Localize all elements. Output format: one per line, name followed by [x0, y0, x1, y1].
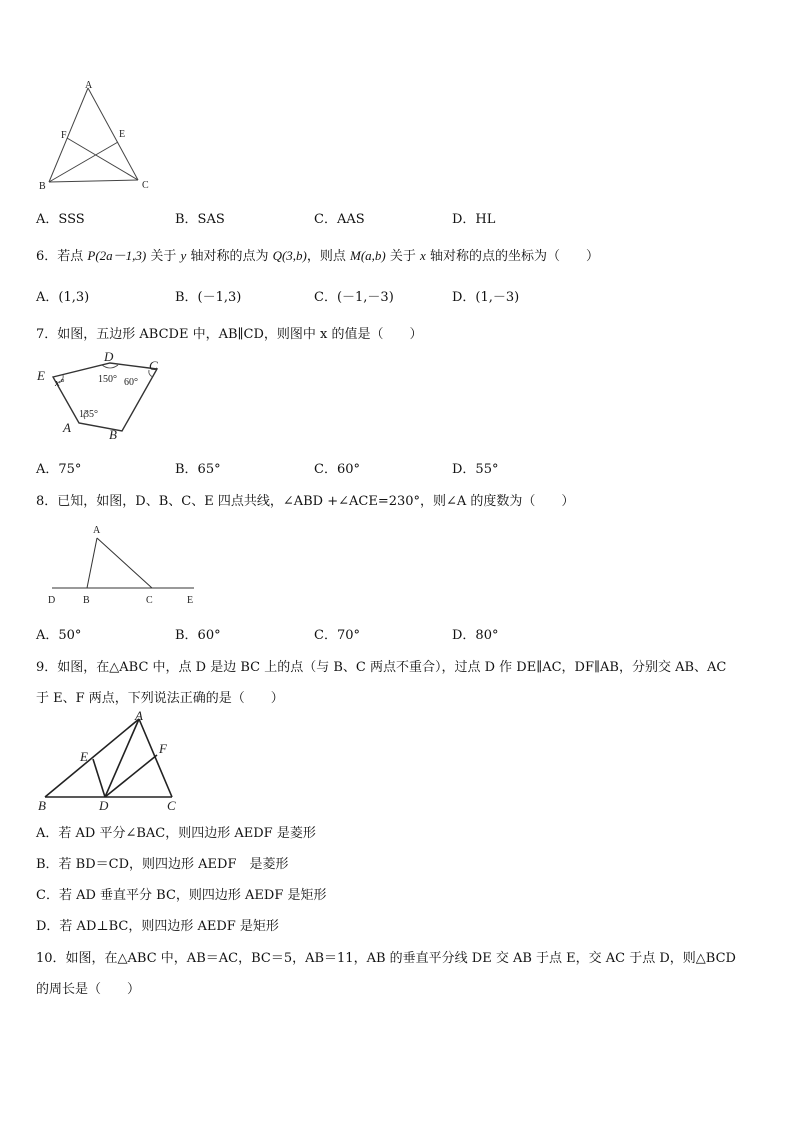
q6-option-a: A．(1,3) — [36, 290, 90, 305]
q6-stem-mid4: 关于 — [385, 249, 421, 264]
q6-stem-pre: 6．若点 — [36, 249, 88, 264]
q9-stem-line1: 9．如图，在△ABC 中，点 D 是边 BC 上的点（与 B、C 两点不重合），过点 D 作 DE∥AC，DF∥AB，分别交 AB、AC — [36, 660, 727, 675]
fig9-label-f: F — [159, 741, 167, 756]
fig5-label-a: A — [85, 80, 93, 91]
fig8-label-d: D — [48, 595, 56, 606]
fig7-angle-60: 60° — [124, 377, 138, 388]
q6-stem-mid3: ，则点 — [306, 249, 351, 264]
q8-option-a: A．50° — [36, 628, 82, 643]
q9-option-b: B．若 BD＝CD，则四边形 AEDF 是菱形 — [36, 857, 289, 872]
q6-stem — [36, 245, 599, 264]
fig8-label-e: E — [187, 595, 194, 606]
q8-option-c: C．70° — [314, 628, 360, 643]
q9-option-d: D．若 AD⊥BC，则四边形 AEDF 是矩形 — [36, 919, 279, 934]
fig5-label-b: B — [39, 181, 46, 192]
q7-option-d: D．55° — [452, 462, 499, 477]
q6-stem-mid2: 轴对称的点为 — [186, 249, 273, 264]
fig7-label-b: B — [109, 427, 117, 442]
fig5-label-e: E — [119, 129, 126, 140]
q6-point-m: M(a,b) — [350, 248, 386, 263]
q8-stem: 8．已知，如图，D、B、C、E 四点共线，∠ABD +∠ACE=230°，则∠A 的度数为（ ） — [36, 494, 575, 509]
q5-option-b: B．SAS — [175, 212, 225, 227]
fig9-label-e: E — [80, 749, 88, 764]
q6-axis-x: x — [420, 248, 426, 263]
q5-option-a: A．SSS — [36, 212, 85, 227]
q6-option-b: B．(－1,3) — [175, 290, 242, 305]
q8-triangle-figure — [42, 520, 202, 610]
q6-stem-mid1: 关于 — [146, 249, 181, 264]
q6-point-q: Q(3,b) — [272, 248, 307, 263]
q5-option-d: D．HL — [452, 212, 496, 227]
q7-option-b: B．65° — [175, 462, 221, 477]
q6-point-p: P(2a－1,3) — [87, 248, 147, 263]
q8-option-d: D．80° — [452, 628, 499, 643]
q7-pentagon-figure — [32, 347, 172, 444]
q6-option-c: C．(－1,－3) — [314, 290, 394, 305]
fig9-label-c: C — [167, 798, 176, 813]
fig8-label-b: B — [83, 595, 90, 606]
fig8-label-a: A — [93, 525, 101, 536]
q6-stem-post: 轴对称的点的坐标为（ ） — [425, 249, 599, 264]
q9-stem-line2: 于 E、F 两点，下列说法正确的是（ ） — [36, 691, 284, 706]
q9-option-c: C．若 AD 垂直平分 BC，则四边形 AEDF 是矩形 — [36, 888, 327, 903]
fig7-angle-150: 150° — [98, 374, 117, 385]
q7-stem: 7．如图，五边形 ABCDE 中，AB∥CD，则图中 x 的值是（ ） — [36, 327, 423, 342]
fig7-label-a: A — [63, 420, 71, 435]
fig9-label-b: B — [38, 798, 46, 813]
q9-triangle-figure — [32, 707, 192, 815]
fig7-label-e: E — [37, 368, 45, 383]
q9-option-a: A．若 AD 平分∠BAC，则四边形 AEDF 是菱形 — [36, 826, 316, 841]
q5-option-c: C．AAS — [314, 212, 365, 227]
fig9-label-d: D — [99, 798, 109, 813]
fig7-label-c: C — [149, 358, 158, 373]
q8-option-b: B．60° — [175, 628, 221, 643]
fig8-label-c: C — [146, 595, 153, 606]
q7-option-a: A．75° — [36, 462, 82, 477]
fig7-label-d: D — [104, 349, 114, 364]
fig7-angle-135: 135° — [79, 409, 98, 420]
q10-stem-line1: 10．如图，在△ABC 中，AB＝AC，BC＝5，AB＝11，AB 的垂直平分线 DE 交 AB 于点 E，交 AC 于点 D，则△BCD — [36, 951, 736, 966]
fig5-label-c: C — [142, 180, 149, 191]
fig7-angle-x: x° — [55, 377, 65, 389]
q5-triangle-figure — [30, 78, 170, 196]
q7-option-c: C．60° — [314, 462, 360, 477]
q6-axis-y: y — [180, 248, 187, 263]
fig5-label-f: F — [61, 130, 67, 141]
fig9-label-a: A — [135, 708, 143, 723]
q6-option-d: D．(1,－3) — [452, 290, 520, 305]
q10-stem-line2: 的周长是（ ） — [36, 982, 141, 997]
